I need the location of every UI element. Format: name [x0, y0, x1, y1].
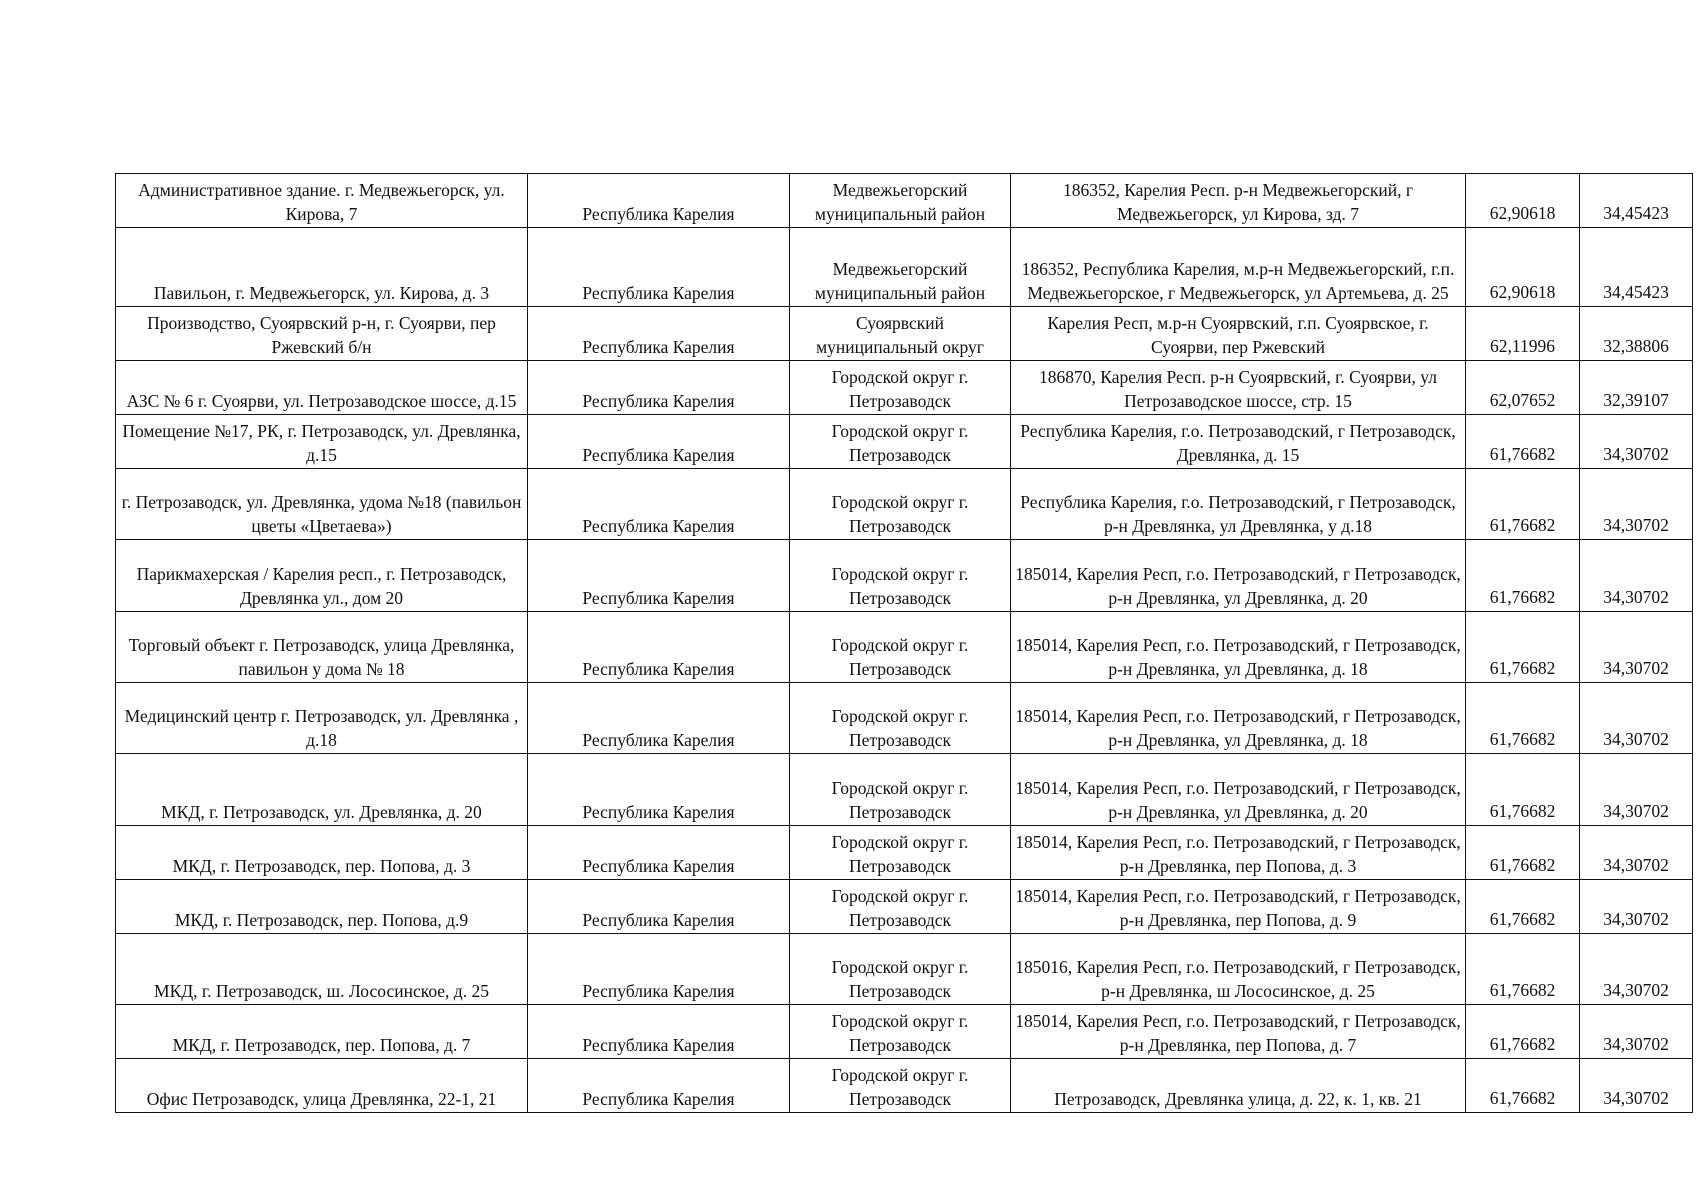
table-body — [116, 174, 1693, 1113]
object-cell: Медицинский центр г. Петрозаводск, ул. Древлянка , д.18 — [116, 683, 528, 754]
table-row — [116, 1059, 1693, 1113]
address-cell: 185014, Карелия Респ, г.о. Петрозаводский, г Петрозаводск, р-н Древлянка, пер Попова, д. 3 — [1011, 826, 1466, 880]
latitude-cell: 61,76682 — [1466, 612, 1580, 683]
latitude-cell: 61,76682 — [1466, 934, 1580, 1005]
region-cell: Республика Карелия — [528, 683, 790, 754]
longitude-cell: 34,30702 — [1580, 540, 1693, 612]
municipality-cell: Городской округ г. Петрозаводск — [790, 1005, 1011, 1059]
municipality-cell: Городской округ г. Петрозаводск — [790, 469, 1011, 540]
longitude-cell: 34,30702 — [1580, 1059, 1693, 1113]
latitude-cell: 61,76682 — [1466, 1005, 1580, 1059]
object-cell: МКД, г. Петрозаводск, ш. Лососинское, д. 25 — [116, 934, 528, 1005]
longitude-cell: 34,30702 — [1580, 612, 1693, 683]
region-cell: Республика Карелия — [528, 228, 790, 307]
latitude-cell: 61,76682 — [1466, 540, 1580, 612]
municipality-cell: Городской округ г. Петрозаводск — [790, 754, 1011, 826]
table-row — [116, 361, 1693, 415]
longitude-cell: 34,30702 — [1580, 754, 1693, 826]
latitude-cell: 62,90618 — [1466, 228, 1580, 307]
municipality-cell: Городской округ г. Петрозаводск — [790, 934, 1011, 1005]
object-cell: г. Петрозаводск, ул. Древлянка, удома №18 (павильон цветы «Цветаева») — [116, 469, 528, 540]
table-row — [116, 415, 1693, 469]
latitude-cell: 61,76682 — [1466, 683, 1580, 754]
region-cell: Республика Карелия — [528, 826, 790, 880]
object-cell: Помещение №17, РК, г. Петрозаводск, ул. Древлянка, д.15 — [116, 415, 528, 469]
address-cell: 186352, Карелия Респ. р-н Медвежьегорский, г Медвежьегорск, ул Кирова, зд. 7 — [1011, 174, 1466, 228]
address-cell: 185014, Карелия Респ, г.о. Петрозаводский, г Петрозаводск, р-н Древлянка, ул Древлянка, д. 20 — [1011, 754, 1466, 826]
longitude-cell: 34,30702 — [1580, 1005, 1693, 1059]
object-cell: МКД, г. Петрозаводск, пер. Попова, д. 7 — [116, 1005, 528, 1059]
region-cell: Республика Карелия — [528, 1059, 790, 1113]
municipality-cell: Суоярвский муниципальный округ — [790, 307, 1011, 361]
longitude-cell: 34,30702 — [1580, 880, 1693, 934]
table-row — [116, 754, 1693, 826]
longitude-cell: 34,30702 — [1580, 469, 1693, 540]
latitude-cell: 62,07652 — [1466, 361, 1580, 415]
longitude-cell: 34,45423 — [1580, 228, 1693, 307]
objects-table — [115, 173, 1693, 1113]
object-cell: Парикмахерская / Карелия респ., г. Петрозаводск, Древлянка ул., дом 20 — [116, 540, 528, 612]
municipality-cell: Медвежьегорский муниципальный район — [790, 228, 1011, 307]
address-cell: 185014, Карелия Респ, г.о. Петрозаводский, г Петрозаводск, р-н Древлянка, ул Древлянка, д. 18 — [1011, 683, 1466, 754]
table-row — [116, 469, 1693, 540]
object-cell: Производство, Суоярвский р-н, г. Суоярви, пер Ржевский б/н — [116, 307, 528, 361]
municipality-cell: Городской округ г. Петрозаводск — [790, 612, 1011, 683]
longitude-cell: 32,39107 — [1580, 361, 1693, 415]
table-row — [116, 826, 1693, 880]
object-cell: АЗС № 6 г. Суоярви, ул. Петрозаводское шоссе, д.15 — [116, 361, 528, 415]
municipality-cell: Городской округ г. Петрозаводск — [790, 540, 1011, 612]
latitude-cell: 61,76682 — [1466, 880, 1580, 934]
latitude-cell: 62,11996 — [1466, 307, 1580, 361]
region-cell: Республика Карелия — [528, 361, 790, 415]
address-cell: 185014, Карелия Респ, г.о. Петрозаводский, г Петрозаводск, р-н Древлянка, пер Попова, д. 9 — [1011, 880, 1466, 934]
object-cell: Торговый объект г. Петрозаводск, улица Древлянка, павильон у дома № 18 — [116, 612, 528, 683]
region-cell: Республика Карелия — [528, 880, 790, 934]
latitude-cell: 61,76682 — [1466, 415, 1580, 469]
latitude-cell: 61,76682 — [1466, 826, 1580, 880]
table-row — [116, 307, 1693, 361]
latitude-cell: 61,76682 — [1466, 754, 1580, 826]
longitude-cell: 34,30702 — [1580, 826, 1693, 880]
longitude-cell: 34,30702 — [1580, 683, 1693, 754]
region-cell: Республика Карелия — [528, 540, 790, 612]
address-cell: Республика Карелия, г.о. Петрозаводский, г Петрозаводск, Древлянка, д. 15 — [1011, 415, 1466, 469]
address-cell: 186352, Республика Карелия, м.р-н Медвежьегорский, г.п. Медвежьегорское, г Медвежьегорск, ул Артемьева, д. 25 — [1011, 228, 1466, 307]
longitude-cell: 34,30702 — [1580, 934, 1693, 1005]
latitude-cell: 61,76682 — [1466, 469, 1580, 540]
region-cell: Республика Карелия — [528, 307, 790, 361]
municipality-cell: Городской округ г. Петрозаводск — [790, 361, 1011, 415]
object-cell: МКД, г. Петрозаводск, пер. Попова, д. 3 — [116, 826, 528, 880]
municipality-cell: Городской округ г. Петрозаводск — [790, 683, 1011, 754]
object-cell: Офис Петрозаводск, улица Древлянка, 22-1, 21 — [116, 1059, 528, 1113]
object-cell: Павильон, г. Медвежьегорск, ул. Кирова, д. 3 — [116, 228, 528, 307]
object-cell: МКД, г. Петрозаводск, ул. Древлянка, д. 20 — [116, 754, 528, 826]
region-cell: Республика Карелия — [528, 1005, 790, 1059]
region-cell: Республика Карелия — [528, 174, 790, 228]
address-cell: Петрозаводск, Древлянка улица, д. 22, к. 1, кв. 21 — [1011, 1059, 1466, 1113]
longitude-cell: 34,30702 — [1580, 415, 1693, 469]
object-cell: Административное здание. г. Медвежьегорск, ул. Кирова, 7 — [116, 174, 528, 228]
table-row — [116, 934, 1693, 1005]
table-row — [116, 174, 1693, 228]
address-cell: Республика Карелия, г.о. Петрозаводский, г Петрозаводск, р-н Древлянка, ул Древлянка, у д.18 — [1011, 469, 1466, 540]
municipality-cell: Городской округ г. Петрозаводск — [790, 826, 1011, 880]
region-cell: Республика Карелия — [528, 612, 790, 683]
address-cell: 185014, Карелия Респ, г.о. Петрозаводский, г Петрозаводск, р-н Древлянка, ул Древлянка, д. 20 — [1011, 540, 1466, 612]
address-cell: 185014, Карелия Респ, г.о. Петрозаводский, г Петрозаводск, р-н Древлянка, ул Древлянка, д. 18 — [1011, 612, 1466, 683]
latitude-cell: 61,76682 — [1466, 1059, 1580, 1113]
region-cell: Республика Карелия — [528, 469, 790, 540]
region-cell: Республика Карелия — [528, 415, 790, 469]
municipality-cell: Городской округ г. Петрозаводск — [790, 1059, 1011, 1113]
object-cell: МКД, г. Петрозаводск, пер. Попова, д.9 — [116, 880, 528, 934]
municipality-cell: Городской округ г. Петрозаводск — [790, 415, 1011, 469]
region-cell: Республика Карелия — [528, 934, 790, 1005]
municipality-cell: Медвежьегорский муниципальный район — [790, 174, 1011, 228]
table-row — [116, 540, 1693, 612]
latitude-cell: 62,90618 — [1466, 174, 1580, 228]
table-row — [116, 683, 1693, 754]
table-row — [116, 880, 1693, 934]
address-cell: 185016, Карелия Респ, г.о. Петрозаводский, г Петрозаводск, р-н Древлянка, ш Лососинское, д. 25 — [1011, 934, 1466, 1005]
address-cell: 186870, Карелия Респ. р-н Суоярвский, г. Суоярви, ул Петрозаводское шоссе, стр. 15 — [1011, 361, 1466, 415]
municipality-cell: Городской округ г. Петрозаводск — [790, 880, 1011, 934]
region-cell: Республика Карелия — [528, 754, 790, 826]
longitude-cell: 32,38806 — [1580, 307, 1693, 361]
address-cell: 185014, Карелия Респ, г.о. Петрозаводский, г Петрозаводск, р-н Древлянка, пер Попова, д. 7 — [1011, 1005, 1466, 1059]
table-row — [116, 228, 1693, 307]
longitude-cell: 34,45423 — [1580, 174, 1693, 228]
address-cell: Карелия Респ, м.р-н Суоярвский, г.п. Суоярвское, г. Суоярви, пер Ржевский — [1011, 307, 1466, 361]
table-row — [116, 612, 1693, 683]
table-row — [116, 1005, 1693, 1059]
